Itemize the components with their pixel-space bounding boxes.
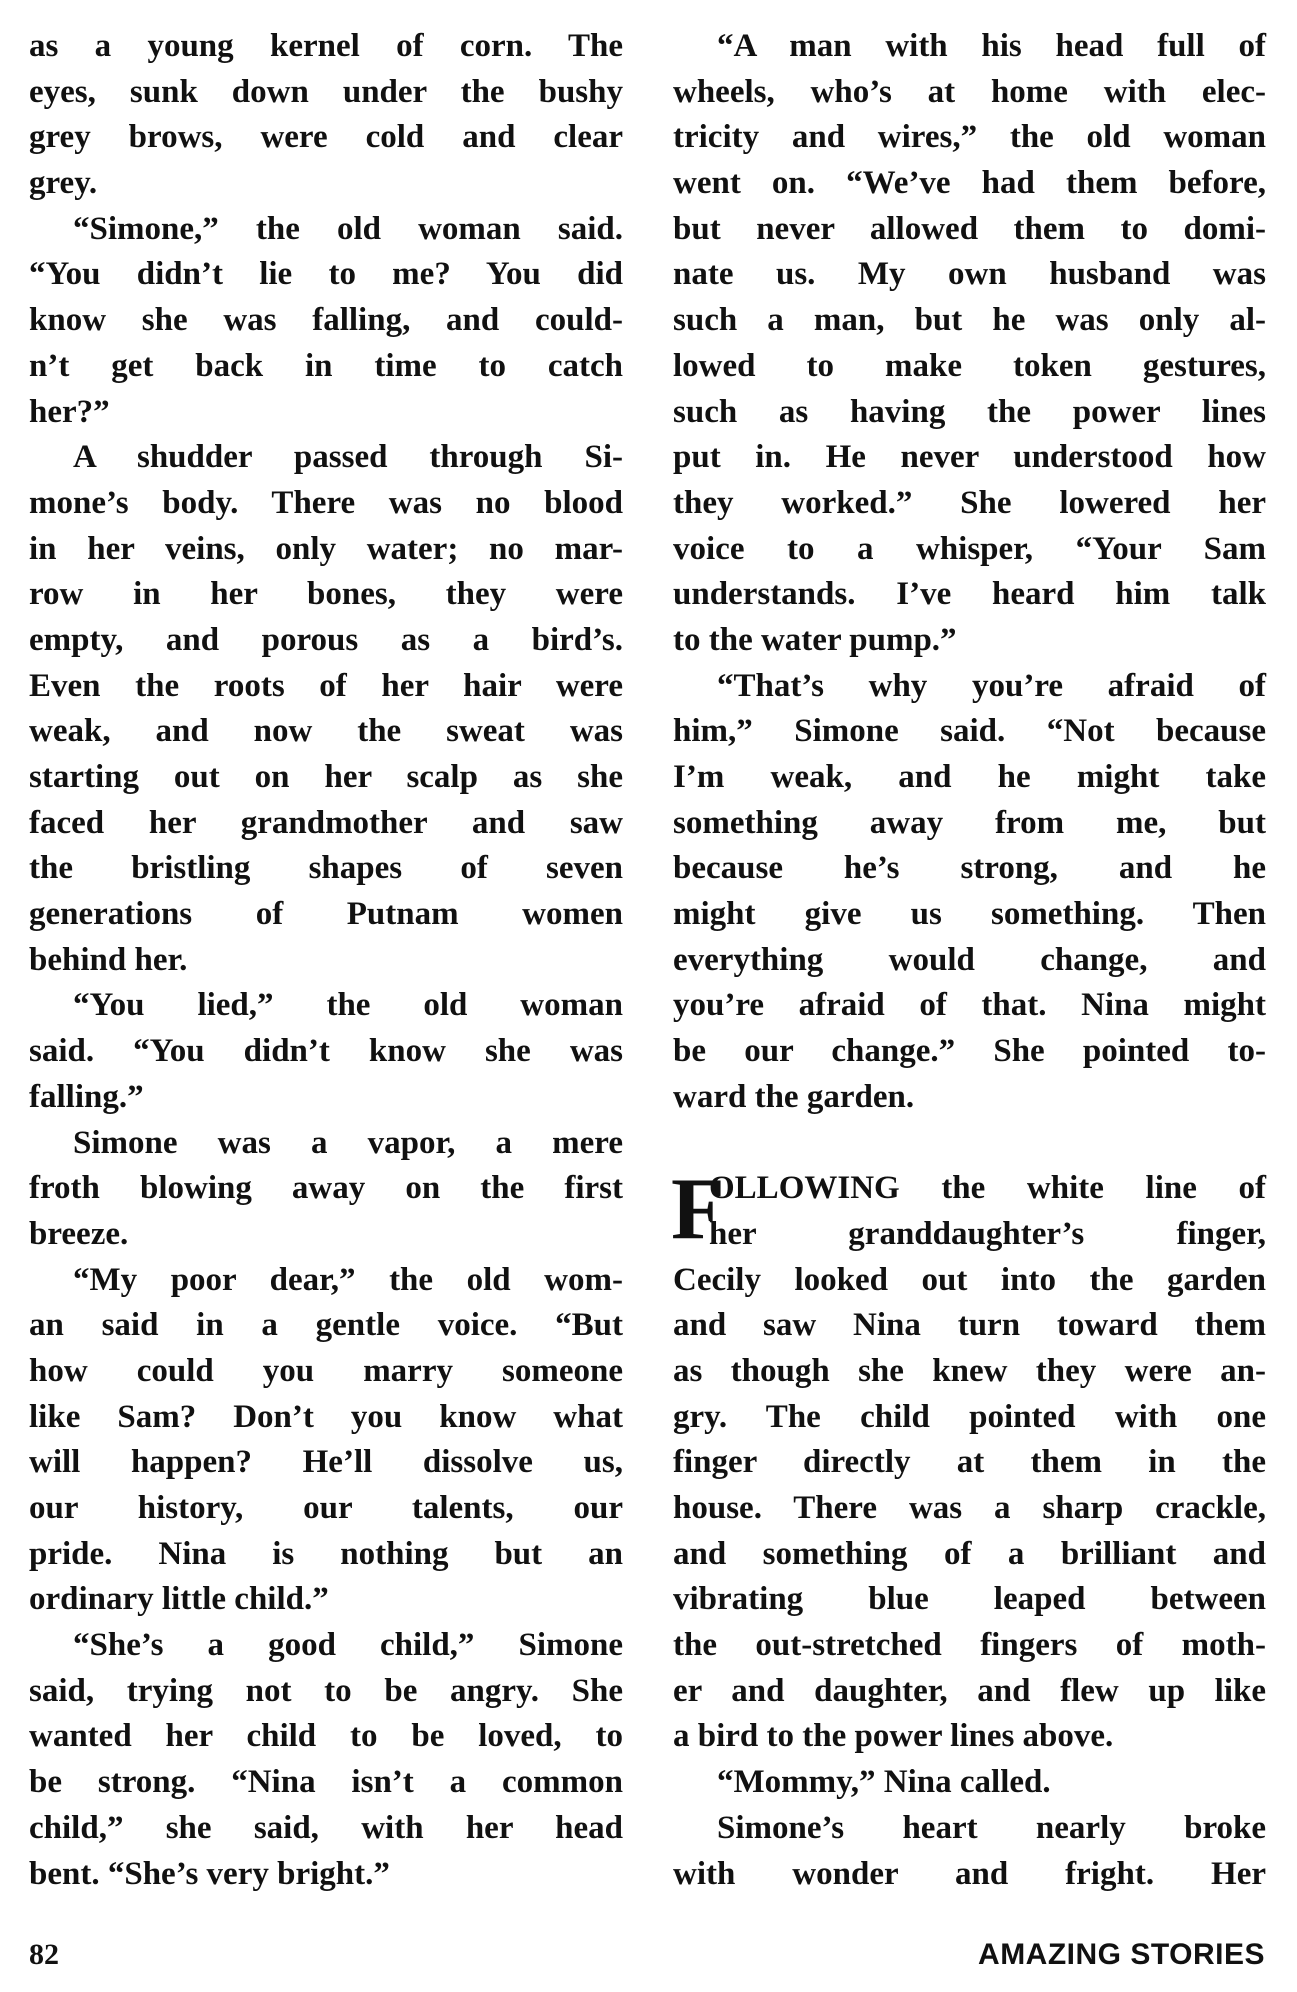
paragraph bbox=[673, 24, 1266, 664]
text-line: the bristling shapes of seven bbox=[29, 850, 623, 887]
text-line: tricity and wires,” the old woman bbox=[673, 119, 1266, 156]
paragraph bbox=[29, 1623, 623, 1897]
text-line: Simone was a vapor, a mere bbox=[73, 1124, 623, 1161]
text-line: “Simone,” the old woman said. bbox=[73, 210, 623, 247]
paragraph bbox=[29, 24, 623, 207]
text-line: went on. “We’ve had them before, bbox=[673, 165, 1266, 202]
text-line: A shudder passed through Si- bbox=[73, 439, 623, 476]
text-line: such as having the power lines bbox=[673, 393, 1266, 430]
text-line: “She’s a good child,” Simone bbox=[73, 1627, 623, 1664]
text-line: finger directly at them in the bbox=[673, 1444, 1266, 1481]
paragraph bbox=[673, 1760, 1266, 1806]
paragraph bbox=[29, 983, 623, 1120]
text-line: like Sam? Don’t you know what bbox=[29, 1398, 623, 1435]
text-line: her granddaughter’s finger, bbox=[709, 1215, 1266, 1252]
text-line: “Mommy,” Nina called. bbox=[717, 1764, 1051, 1801]
text-line: wanted her child to be loved, to bbox=[29, 1718, 623, 1755]
text-line: understands. I’ve heard him talk bbox=[673, 576, 1266, 613]
text-line: OLLOWING the white line of bbox=[709, 1170, 1266, 1207]
drop-cap: F bbox=[671, 1161, 725, 1259]
section-break bbox=[673, 1121, 1266, 1167]
text-line: Simone’s heart nearly broke bbox=[717, 1809, 1266, 1846]
text-line: him,” Simone said. “Not because bbox=[673, 713, 1266, 750]
text-line: row in her bones, they were bbox=[29, 576, 623, 613]
text-line: said, trying not to be angry. She bbox=[29, 1672, 623, 1709]
text-line: everything would change, and bbox=[673, 941, 1266, 978]
text-line: mone’s body. There was no blood bbox=[29, 484, 623, 521]
text-line: “My poor dear,” the old wom- bbox=[73, 1261, 623, 1298]
text-line: be strong. “Nina isn’t a common bbox=[29, 1764, 623, 1801]
text-line: put in. He never understood how bbox=[673, 439, 1266, 476]
text-line: an said in a gentle voice. “But bbox=[29, 1307, 623, 1344]
paragraph bbox=[673, 1806, 1266, 1897]
text-line: house. There was a sharp crackle, bbox=[673, 1490, 1266, 1526]
text-line: said. “You didn’t know she was bbox=[29, 1033, 623, 1070]
text-line: grey. bbox=[29, 165, 98, 202]
paragraph bbox=[29, 1121, 623, 1258]
text-line: falling.” bbox=[29, 1078, 144, 1115]
text-line: ward the garden. bbox=[673, 1078, 915, 1115]
text-line: how could you marry someone bbox=[29, 1352, 623, 1389]
text-line: in her veins, only water; no mar- bbox=[29, 530, 623, 567]
left-column bbox=[29, 24, 623, 1897]
right-column bbox=[673, 24, 1266, 1897]
text-line: starting out on her scalp as she bbox=[29, 759, 623, 795]
text-line: empty, and porous as a bird’s. bbox=[29, 621, 623, 658]
text-line: bent. “She’s very bright.” bbox=[29, 1855, 390, 1892]
text-line: faced her grandmother and saw bbox=[29, 804, 623, 841]
text-line: child,” she said, with her head bbox=[29, 1809, 623, 1846]
text-line: might give us something. Then bbox=[673, 896, 1266, 933]
text-line: be our change.” She pointed to- bbox=[673, 1033, 1266, 1070]
text-line: something away from me, but bbox=[673, 804, 1266, 841]
text-line: voice to a whisper, “Your Sam bbox=[673, 530, 1266, 567]
text-line: n’t get back in time to catch bbox=[29, 347, 623, 384]
text-line: will happen? He’ll dissolve us, bbox=[29, 1444, 623, 1481]
running-title: AMAZING STORIES bbox=[978, 1938, 1265, 1971]
text-line: eyes, sunk down under the bushy bbox=[29, 73, 623, 110]
text-line: Even the roots of her hair were bbox=[29, 667, 623, 704]
text-line: because he’s strong, and he bbox=[673, 850, 1266, 887]
text-line: as a young kernel of corn. The bbox=[29, 28, 623, 64]
text-line: “That’s why you’re afraid of bbox=[717, 667, 1266, 704]
text-line: weak, and now the sweat was bbox=[29, 713, 623, 750]
text-line: the out-stretched fingers of moth- bbox=[673, 1627, 1266, 1664]
text-line: behind her. bbox=[29, 941, 188, 978]
text-line: know she was falling, and could- bbox=[29, 302, 623, 339]
text-line: “You lied,” the old woman bbox=[73, 987, 623, 1024]
text-line: but never allowed them to domi- bbox=[673, 210, 1266, 247]
text-line: her?” bbox=[29, 393, 110, 430]
text-line: a bird to the power lines above. bbox=[673, 1718, 1114, 1755]
paragraph bbox=[29, 207, 623, 435]
paragraph bbox=[29, 1258, 623, 1624]
text-line: and saw Nina turn toward them bbox=[673, 1307, 1266, 1344]
text-line: as though she knew they were an- bbox=[673, 1352, 1266, 1389]
text-line: such a man, but he was only al- bbox=[673, 302, 1266, 339]
text-line: our history, our talents, our bbox=[29, 1490, 623, 1526]
text-line: Cecily looked out into the garden bbox=[673, 1261, 1266, 1298]
text-line: froth blowing away on the first bbox=[29, 1170, 623, 1207]
text-line: breeze. bbox=[29, 1215, 129, 1252]
text-line: to the water pump.” bbox=[673, 621, 957, 658]
text-line: they worked.” She lowered her bbox=[673, 484, 1266, 521]
text-line: wheels, who’s at home with elec- bbox=[673, 73, 1266, 110]
text-line: and something of a brilliant and bbox=[673, 1535, 1266, 1572]
page-number: 82 bbox=[29, 1938, 59, 1971]
text-line: you’re afraid of that. Nina might bbox=[673, 987, 1266, 1024]
text-line: lowed to make token gestures, bbox=[673, 347, 1266, 384]
text-line: I’m weak, and he might take bbox=[673, 759, 1266, 795]
text-line: ordinary little child.” bbox=[29, 1581, 329, 1618]
text-line: pride. Nina is nothing but an bbox=[29, 1535, 623, 1572]
text-line: “You didn’t lie to me? You did bbox=[29, 256, 623, 293]
paragraph bbox=[29, 435, 623, 983]
paragraph bbox=[671, 1161, 1266, 1760]
text-line: gry. The child pointed with one bbox=[673, 1398, 1266, 1435]
text-line: er and daughter, and flew up like bbox=[673, 1672, 1266, 1709]
text-line: grey brows, were cold and clear bbox=[29, 119, 623, 156]
text-line: with wonder and fright. Her bbox=[673, 1855, 1266, 1892]
text-line: nate us. My own husband was bbox=[673, 256, 1266, 293]
text-line: generations of Putnam women bbox=[29, 896, 623, 933]
text-line: “A man with his head full of bbox=[717, 28, 1266, 64]
paragraph bbox=[673, 664, 1266, 1121]
text-line: vibrating blue leaped between bbox=[673, 1581, 1266, 1618]
